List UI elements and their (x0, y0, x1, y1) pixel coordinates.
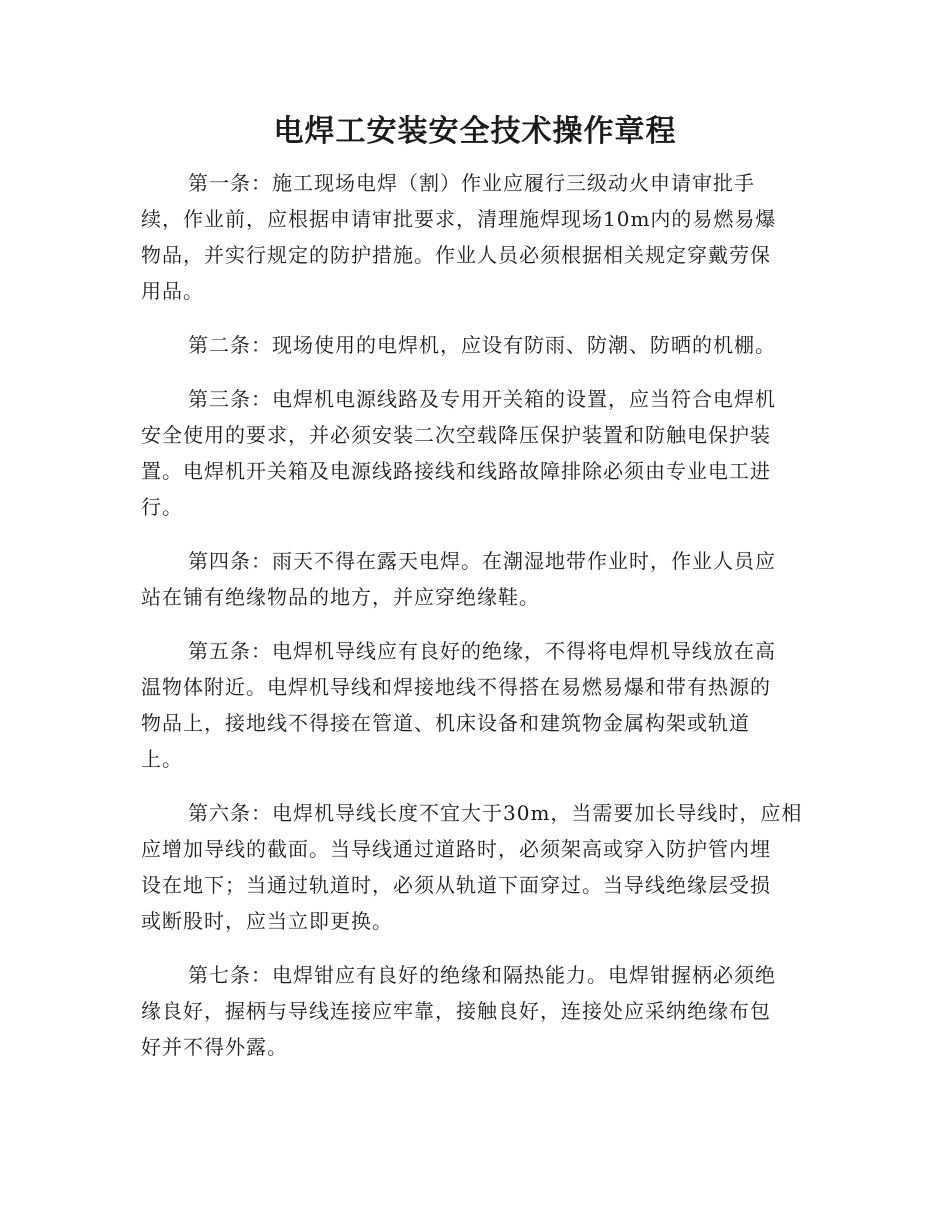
article-7 (141, 957, 811, 1065)
article-label: 第六条： (188, 801, 272, 825)
paragraph-line: 物品上，接地线不得接在管道、机床设备和建筑物金属构架或轨道 (141, 711, 750, 735)
paragraph-line: 行。 (141, 495, 183, 519)
paragraph-line: 续，作业前，应根据申请审批要求，清理施焊现场10m内的易燃易爆 (141, 207, 777, 231)
article-1 (141, 165, 811, 309)
paragraph-line: 应增加导线的截面。当导线通过道路时，必须架高或穿入防护管内埋 (141, 837, 771, 861)
article-label: 第七条： (188, 963, 272, 987)
article-6 (141, 795, 811, 939)
page-title: 电焊工安装安全技术操作章程 (273, 114, 677, 149)
paragraph-line: 用品。 (141, 279, 204, 303)
article-3 (141, 381, 811, 525)
article-label: 第五条： (188, 639, 272, 663)
paragraph-line: 物品，并实行规定的防护措施。作业人员必须根据相关规定穿戴劳保 (141, 243, 771, 267)
article-label: 第四条： (188, 549, 272, 573)
paragraph-line: 站在铺有绝缘物品的地方，并应穿绝缘鞋。 (141, 585, 540, 609)
paragraph-line: 第三条：电焊机电源线路及专用开关箱的设置，应当符合电焊机 (188, 387, 776, 411)
paragraph-line: 第七条：电焊钳应有良好的绝缘和隔热能力。电焊钳握柄必须绝 (188, 963, 776, 987)
paragraph-line: 第四条：雨天不得在露天电焊。在潮湿地带作业时，作业人员应 (188, 549, 776, 573)
paragraph-line: 设在地下；当通过轨道时，必须从轨道下面穿过。当导线绝缘层受损 (141, 873, 771, 897)
article-label: 第三条： (188, 387, 272, 411)
paragraph-line: 温物体附近。电焊机导线和焊接地线不得搭在易燃易爆和带有热源的 (141, 675, 771, 699)
article-label: 第一条： (188, 171, 272, 195)
paragraph-line: 第五条：电焊机导线应有良好的绝缘，不得将电焊机导线放在高 (188, 639, 776, 663)
paragraph-line: 第一条：施工现场电焊（割）作业应履行三级动火申请审批手 (188, 171, 755, 195)
paragraph-line: 安全使用的要求，并必须安装二次空载降压保护装置和防触电保护装 (141, 423, 771, 447)
document-body (141, 165, 811, 1065)
paragraph-line: 上。 (141, 747, 183, 771)
paragraph-line: 置。电焊机开关箱及电源线路接线和线路故障排除必须由专业电工进 (141, 459, 771, 483)
article-2 (141, 327, 811, 363)
paragraph-line: 第二条：现场使用的电焊机，应设有防雨、防潮、防晒的机棚。 (188, 333, 776, 357)
paragraph-line: 好并不得外露。 (141, 1035, 288, 1059)
paragraph-line: 缘良好，握柄与导线连接应牢靠，接触良好，连接处应采纳绝缘布包 (141, 999, 771, 1023)
article-4 (141, 543, 811, 615)
paragraph-line: 第六条：电焊机导线长度不宜大于30m，当需要加长导线时，应相 (188, 801, 803, 825)
article-5 (141, 633, 811, 777)
paragraph-line: 或断股时，应当立即更换。 (141, 909, 393, 933)
article-label: 第二条： (188, 333, 272, 357)
